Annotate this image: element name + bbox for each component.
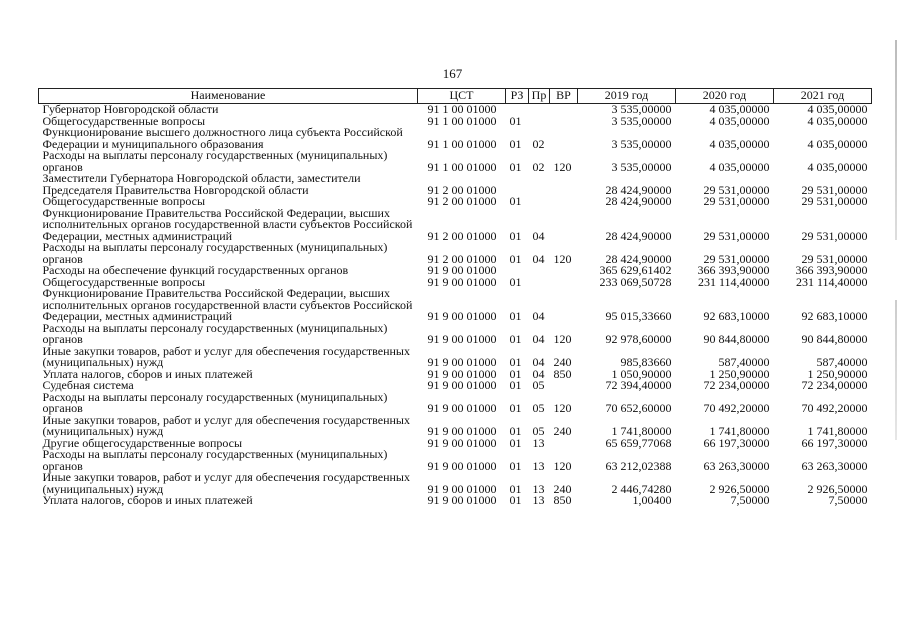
cell-name: Расходы на выплаты персоналу государственных (муниципальных) органов [42, 320, 388, 346]
cell-name: Расходы на выплаты персоналу государственных (муниципальных) органов [42, 240, 388, 266]
cell-vr: 240 [553, 481, 572, 496]
cell-2020: 70 492,20000 [703, 401, 770, 415]
cell-cst: 91 9 00 01000 [427, 493, 497, 507]
cell-2019: 63 212,02388 [605, 458, 672, 473]
cell-2020: 92 683,10000 [703, 309, 770, 323]
cell-rz: 01 [509, 113, 522, 128]
table-row [39, 150, 872, 173]
cell-vr [550, 438, 578, 450]
table-body [39, 104, 872, 507]
cell-rz: 01 [509, 366, 522, 381]
cell-cst: 91 9 00 01000 [427, 355, 497, 369]
cell-pr: 02 [532, 159, 545, 174]
cell-cst: 91 9 00 01000 [427, 332, 497, 346]
cell-vr: 120 [553, 159, 572, 174]
cell-2021: 92 683,10000 [801, 309, 868, 323]
cell-pr [529, 265, 550, 277]
header-name: Наименование [39, 89, 418, 104]
cell-2021: 29 531,00000 [801, 194, 868, 208]
cell-name: Общегосударственные вопросы [42, 113, 206, 128]
cell-2020: 29 531,00000 [703, 194, 770, 208]
cell-name: Общегосударственные вопросы [42, 194, 206, 208]
cell-cst: 91 1 00 01000 [427, 136, 497, 151]
cell-vr [550, 288, 578, 323]
cell-cst: 91 2 00 01000 [427, 182, 497, 197]
cell-vr: 120 [553, 458, 572, 473]
cell-2021: 29 531,00000 [801, 182, 868, 197]
cell-rz: 01 [509, 401, 522, 415]
cell-name: Другие общегосударственные вопросы [42, 435, 243, 450]
header-2020: 2020 год [676, 89, 774, 104]
header-vr: ВР [550, 89, 578, 104]
cell-2020: 4 035,00000 [709, 136, 770, 151]
cell-2020: 7,50000 [730, 493, 770, 507]
table-row [39, 173, 872, 196]
cell-2019: 3 535,00000 [611, 159, 672, 174]
cell-2020: 231 114,40000 [697, 274, 770, 289]
cell-cst: 91 1 00 01000 [427, 113, 497, 128]
cell-2019: 70 652,60000 [605, 401, 672, 415]
cell-name: Общегосударственные вопросы [42, 274, 206, 289]
cell-cst: 91 1 00 01000 [427, 102, 497, 116]
cell-rz: 01 [509, 274, 522, 289]
cell-2020: 4 035,00000 [709, 102, 770, 116]
cell-vr [550, 196, 578, 208]
cell-2021: 2 926,50000 [807, 481, 868, 496]
cell-name: Расходы на выплаты персоналу государственных (муниципальных) органов [42, 148, 388, 174]
cell-name: Расходы на выплаты персоналу государственных (муниципальных) органов [42, 389, 388, 415]
cell-cst: 91 9 00 01000 [427, 435, 497, 450]
cell-rz: 01 [509, 378, 522, 392]
cell-vr [550, 116, 578, 128]
cell-2021: 90 844,80000 [801, 332, 868, 346]
cell-pr: 05 [532, 424, 545, 438]
cell-vr [550, 173, 578, 196]
cell-name: Функционирование Правительства Российской Федерации, высших исполнительных органов государственной власти субъектов Российской Федерации, местных администраций [42, 205, 413, 243]
cell-2021: 4 035,00000 [807, 102, 868, 116]
cell-2019: 1 741,80000 [611, 424, 672, 438]
cell-pr: 04 [532, 251, 545, 266]
cell-rz: 01 [509, 458, 522, 473]
cell-2019: 28 424,90000 [605, 228, 672, 243]
cell-2019: 365 629,61402 [599, 263, 672, 277]
cell-2019: 28 424,90000 [605, 251, 672, 266]
cell-vr [550, 277, 578, 289]
cell-2021: 1 741,80000 [807, 424, 868, 438]
cell-rz: 01 [509, 424, 522, 438]
cell-2020: 29 531,00000 [703, 251, 770, 266]
cell-2021: 72 234,00000 [801, 378, 868, 392]
cell-cst: 91 9 00 01000 [427, 424, 497, 438]
cell-rz: 01 [509, 481, 522, 496]
cell-cst: 91 1 00 01000 [427, 159, 497, 174]
cell-name: Иные закупки товаров, работ и услуг для обеспечения государственных (муниципальных) нужд [42, 343, 410, 369]
cell-2021: 4 035,00000 [807, 113, 868, 128]
header-rz: РЗ [506, 89, 529, 104]
cell-2021: 29 531,00000 [801, 251, 868, 266]
cell-name: Уплата налогов, сборов и иных платежей [42, 493, 253, 507]
cell-vr [550, 208, 578, 243]
table-row [39, 242, 872, 265]
cell-2019: 95 015,33660 [605, 309, 672, 323]
table-row [39, 472, 872, 495]
cell-2021: 4 035,00000 [807, 159, 868, 174]
cell-2021: 1 250,90000 [807, 366, 868, 381]
page-number: 167 [442, 66, 463, 81]
cell-rz: 01 [509, 251, 522, 266]
cell-vr [550, 104, 578, 116]
header-2021: 2021 год [774, 89, 872, 104]
cell-2020: 1 741,80000 [709, 424, 770, 438]
cell-cst: 91 9 00 01000 [427, 401, 497, 415]
cell-cst: 91 2 00 01000 [427, 228, 497, 243]
cell-name: Расходы на выплаты персоналу государственных (муниципальных) органов [42, 447, 388, 473]
cell-vr: 850 [553, 493, 572, 507]
cell-cst: 91 9 00 01000 [427, 378, 497, 392]
table-row [39, 495, 872, 507]
cell-pr: 04 [532, 355, 545, 369]
cell-2019: 2 446,74280 [611, 481, 672, 496]
cell-rz: 01 [509, 228, 522, 243]
cell-2020: 90 844,80000 [703, 332, 770, 346]
scan-margin-mark [895, 300, 897, 440]
cell-vr: 120 [553, 332, 572, 346]
cell-cst: 91 2 00 01000 [427, 251, 497, 266]
cell-rz: 01 [509, 493, 522, 507]
cell-pr [529, 173, 550, 196]
cell-2020: 63 263,30000 [703, 458, 770, 473]
header-2019: 2019 год [578, 89, 676, 104]
cell-name: Функционирование Правительства Российской Федерации, высших исполнительных органов государственной власти субъектов Российской Федерации, местных администраций [42, 286, 413, 323]
cell-pr: 13 [532, 481, 545, 496]
cell-vr: 120 [553, 251, 572, 266]
cell-rz: 01 [509, 136, 522, 151]
cell-2020: 29 531,00000 [703, 182, 770, 197]
cell-2020: 4 035,00000 [709, 113, 770, 128]
cell-cst: 91 2 00 01000 [427, 194, 497, 208]
cell-name: Иные закупки товаров, работ и услуг для обеспечения государственных (муниципальных) нужд [42, 470, 410, 496]
cell-pr: 05 [532, 401, 545, 415]
table-row [39, 323, 872, 346]
cell-2020: 4 035,00000 [709, 159, 770, 174]
cell-pr [529, 277, 550, 289]
cell-vr [550, 127, 578, 150]
cell-rz: 01 [509, 332, 522, 346]
cell-2021: 366 393,90000 [795, 263, 868, 277]
cell-2019: 1,00400 [632, 493, 672, 507]
scan-margin-mark [895, 40, 897, 240]
table-row [39, 288, 872, 323]
table-row [39, 415, 872, 438]
cell-cst: 91 9 00 01000 [427, 309, 497, 323]
cell-rz: 01 [509, 194, 522, 208]
cell-vr: 120 [553, 401, 572, 415]
cell-2021: 66 197,30000 [801, 435, 868, 450]
cell-2019: 1 050,90000 [611, 366, 672, 381]
cell-2021: 7,50000 [828, 493, 868, 507]
table-row [39, 346, 872, 369]
cell-vr: 240 [553, 424, 572, 438]
cell-2019: 28 424,90000 [605, 182, 672, 197]
cell-pr: 04 [532, 366, 545, 381]
cell-name: Функционирование высшего должностного лица субъекта Российской Федерации и муниципального образования [42, 125, 403, 151]
cell-2019: 3 535,00000 [611, 113, 672, 128]
cell-cst: 91 9 00 01000 [427, 274, 497, 289]
cell-rz: 01 [509, 159, 522, 174]
cell-pr: 05 [532, 378, 545, 392]
cell-rz: 01 [509, 435, 522, 450]
cell-name: Уплата налогов, сборов и иных платежей [42, 366, 253, 381]
cell-2020: 587,40000 [718, 355, 770, 369]
cell-pr [529, 196, 550, 208]
budget-table [38, 88, 872, 507]
cell-2021: 70 492,20000 [801, 401, 868, 415]
budget-table-container [38, 88, 871, 507]
cell-2019: 92 978,60000 [605, 332, 672, 346]
cell-name: Расходы на обеспечение функций государственных органов [42, 263, 349, 277]
cell-name: Губернатор Новгородской области [42, 102, 219, 116]
cell-vr [550, 380, 578, 392]
cell-2019: 233 069,50728 [599, 274, 672, 289]
cell-rz: 01 [509, 355, 522, 369]
cell-2019: 28 424,90000 [605, 194, 672, 208]
cell-pr: 13 [532, 458, 545, 473]
cell-pr: 04 [532, 228, 545, 243]
cell-name: Заместители Губернатора Новгородской области, заместители Председателя Правительства Новгородской области [42, 171, 361, 197]
table-row [39, 392, 872, 415]
cell-2021: 63 263,30000 [801, 458, 868, 473]
table-row [39, 449, 872, 472]
cell-pr: 13 [532, 493, 545, 507]
cell-vr: 240 [553, 355, 572, 369]
cell-cst: 91 9 00 01000 [427, 263, 497, 277]
cell-pr: 04 [532, 332, 545, 346]
cell-cst: 91 9 00 01000 [427, 481, 497, 496]
cell-2019: 65 659,77068 [605, 435, 672, 450]
cell-cst: 91 9 00 01000 [427, 458, 497, 473]
cell-2021: 587,40000 [816, 355, 868, 369]
cell-2019: 985,83660 [620, 355, 672, 369]
cell-pr: 04 [532, 309, 545, 323]
header-cst: ЦСТ [418, 89, 506, 104]
cell-vr: 850 [553, 366, 572, 381]
cell-name: Иные закупки товаров, работ и услуг для обеспечения государственных (муниципальных) нужд [42, 412, 410, 438]
cell-2020: 2 926,50000 [709, 481, 770, 496]
table-row [39, 208, 872, 243]
table-row [39, 127, 872, 150]
cell-2020: 29 531,00000 [703, 228, 770, 243]
header-pr: Пр [529, 89, 550, 104]
cell-rz: 01 [509, 309, 522, 323]
cell-2019: 3 535,00000 [611, 136, 672, 151]
cell-2021: 231 114,40000 [795, 274, 868, 289]
cell-2020: 1 250,90000 [709, 366, 770, 381]
cell-name: Судебная система [42, 378, 134, 392]
cell-2019: 3 535,00000 [611, 102, 672, 116]
cell-pr [529, 104, 550, 116]
cell-rz [506, 173, 529, 196]
cell-2021: 4 035,00000 [807, 136, 868, 151]
cell-pr: 13 [532, 435, 545, 450]
cell-2020: 366 393,90000 [697, 263, 770, 277]
cell-vr [550, 265, 578, 277]
cell-2019: 72 394,40000 [605, 378, 672, 392]
cell-2021: 29 531,00000 [801, 228, 868, 243]
cell-2020: 72 234,00000 [703, 378, 770, 392]
cell-cst: 91 9 00 01000 [427, 366, 497, 381]
cell-2020: 66 197,30000 [703, 435, 770, 450]
cell-pr [529, 116, 550, 128]
cell-pr: 02 [532, 136, 545, 151]
